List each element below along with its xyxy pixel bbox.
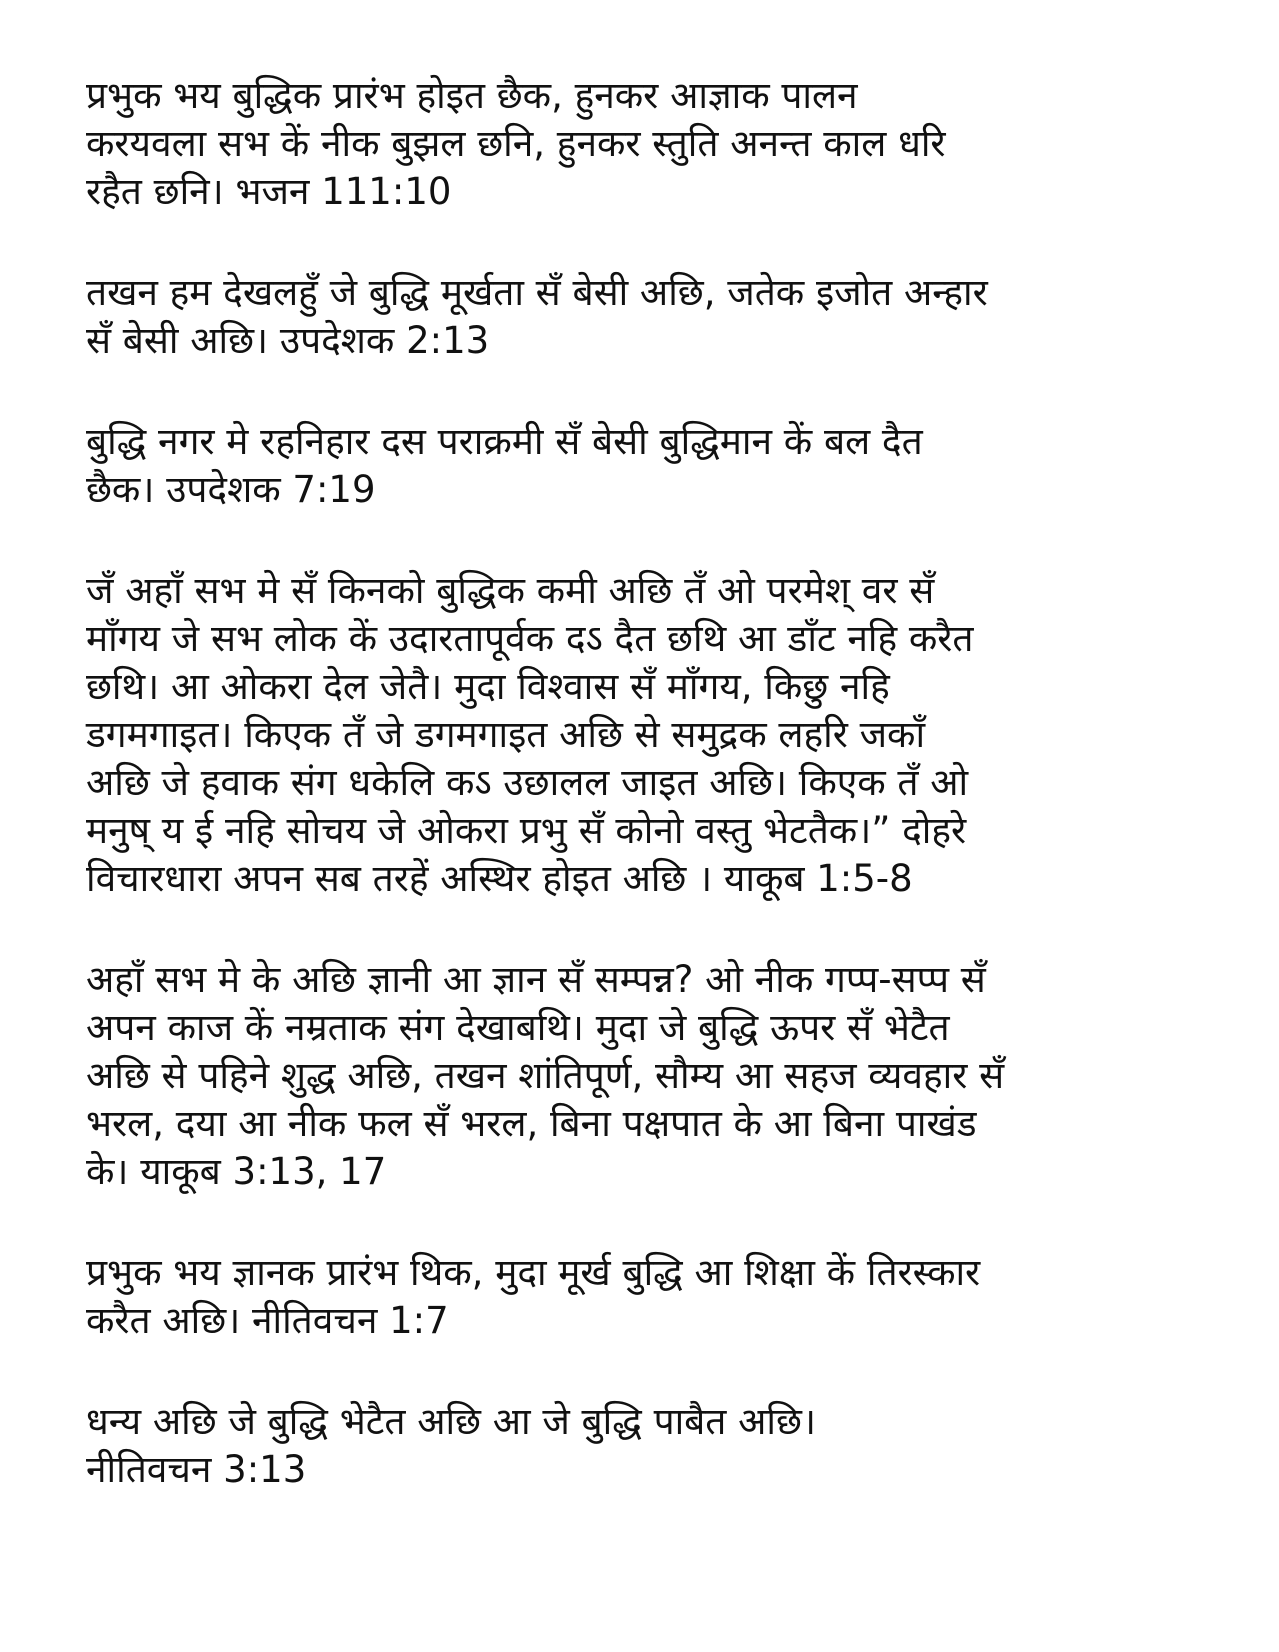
text-line: छैक। उपदेशक 7:19 <box>86 468 376 511</box>
text-line: तखन हम देखलहुँ जे बुद्धि मूर्खता सँ बेसी अछि, जतेक इजोत अन्हार <box>86 271 988 314</box>
text-line: भरल, दया आ नीक फल सँ भरल, बिना पक्षपात के आ बिना पाखंड <box>86 1102 977 1145</box>
text-line: मनुष् य ई नहि सोचय जे ओकरा प्रभु सँ कोनो वस्तु भेटतैक।” दोहरे <box>86 809 967 852</box>
text-line: अहाँ सभ मे के अछि ज्ञानी आ ज्ञान सँ सम्पन्न? ओ नीक गप्प-सप्प सँ <box>86 958 986 1001</box>
text-line: अछि से पहिने शुद्ध अछि, तखन शांतिपूर्ण, सौम्य आ सहज व्यवहार सँ <box>86 1054 1005 1097</box>
verse-james-3-13-17 <box>86 956 1219 1196</box>
text-line: बुद्धि नगर मे रहनिहार दस पराक्रमी सँ बेसी बुद्धिमान कें बल दैत <box>86 420 923 463</box>
text-line: धन्य अछि जे बुद्धि भेटैत अछि आ जे बुद्धि पाबैत अछि। <box>86 1400 816 1443</box>
text-line: करयवला सभ कें नीक बुझल छनि, हुनकर स्तुति अनन्त काल धरि <box>86 122 946 165</box>
text-line: जँ अहाँ सभ मे सँ किनको बुद्धिक कमी अछि तँ ओ परमेश् वर सँ <box>86 569 935 612</box>
verse-proverbs-1-7 <box>86 1249 1219 1345</box>
verse-proverbs-3-13 <box>86 1398 1219 1494</box>
text-line: अपन काज कें नम्रताक संग देखाबथि। मुदा जे बुद्धि ऊपर सँ भेटैत <box>86 1006 950 1049</box>
text-line: डगमगाइत। किएक तँ जे डगमगाइत अछि से समुद्रक लहरि जकाँ <box>86 713 926 756</box>
text-line: प्रभुक भय बुद्धिक प्रारंभ होइत छैक, हुनकर आज्ञाक पालन <box>86 74 858 117</box>
verse-ecclesiastes-7-19 <box>86 418 1219 514</box>
text-line: माँगय जे सभ लोक कें उदारतापूर्वक दऽ दैत छथि आ डाँट नहि करैत <box>86 617 974 660</box>
text-line: सँ बेसी अछि। उपदेशक 2:13 <box>86 319 490 362</box>
text-line: करैत अछि। नीतिवचन 1:7 <box>86 1299 449 1342</box>
text-line: विचारधारा अपन सब तरहें अस्थिर होइत अछि । याकूब 1:5-8 <box>86 857 913 900</box>
text-line: रहैत छनि। भजन 111:10 <box>86 170 452 213</box>
text-line: छथि। आ ओकरा देल जेतै। मुदा विश्वास सँ माँगय, किछु नहि <box>86 665 890 708</box>
verse-ecclesiastes-2-13 <box>86 269 1219 365</box>
verse-psalm-111-10 <box>86 72 1219 216</box>
verse-james-1-5-8 <box>86 567 1219 903</box>
text-line: अछि जे हवाक संग धकेलि कऽ उछालल जाइत अछि। किएक तँ ओ <box>86 761 969 804</box>
text-line: प्रभुक भय ज्ञानक प्रारंभ थिक, मुदा मूर्ख बुद्धि आ शिक्षा कें तिरस्कार <box>86 1251 981 1294</box>
text-line: नीतिवचन 3:13 <box>86 1448 307 1491</box>
text-line: के। याकूब 3:13, 17 <box>86 1150 387 1193</box>
